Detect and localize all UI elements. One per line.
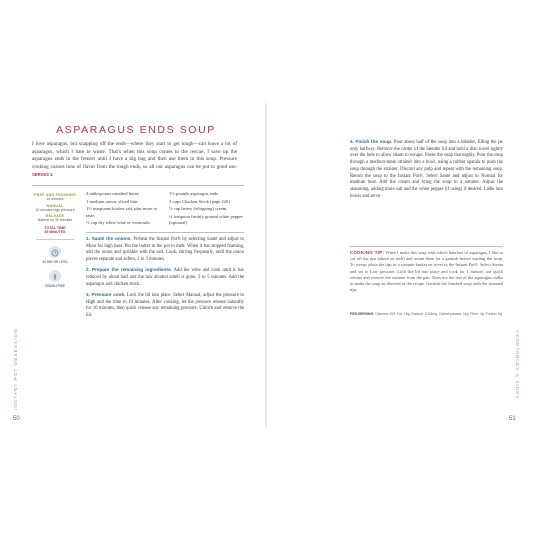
badge-grain-free: GRAIN-FREE bbox=[45, 283, 65, 288]
ingredient-item: ¼ teaspoon freshly ground white pepper (optional) bbox=[169, 214, 243, 226]
ingredient-item: ½ cup heavy (whipping) cream bbox=[169, 206, 227, 212]
recipe-intro bbox=[32, 141, 237, 180]
ingredient-item: ½ cup dry white wine or vermouth bbox=[86, 220, 150, 226]
step-text: Pour about half of the soup into a blender, filling the jar only halfway. Remove the center of the blender lid and hold a dish towel tightly over the hole to allow steam to escape. Purée the soup thoroughly. Pour the soup through a medium-mesh strainer into a bowl, using a rubber spatula to push the soup through the strainer. Discard any pulp and repeat with the remaining soup. Return the soup to the Instant Pot®. Select Sauté and adjust to Normal for medium heat. Add the cream and bring the soup to a simmer. Adjust the seasoning, adding more salt and the white pepper (if using) if desired. Ladle into bowls and serve. bbox=[350, 140, 503, 199]
page-number-left: 50 bbox=[13, 416, 20, 422]
step-2 bbox=[86, 267, 244, 288]
sidebar-divider bbox=[36, 239, 74, 240]
ingredients-left-column bbox=[86, 191, 163, 228]
step-1 bbox=[86, 236, 244, 263]
left-running-head: INSTANT POT OBSESSION bbox=[14, 328, 19, 410]
page-number-right: 51 bbox=[509, 416, 516, 422]
manual-label: MANUAL bbox=[46, 203, 64, 208]
ingredients-list bbox=[86, 191, 246, 228]
release-label: RELEASE bbox=[45, 214, 65, 219]
clock-icon bbox=[49, 246, 61, 258]
recipe-title: ASPARAGUS ENDS SOUP bbox=[56, 124, 216, 136]
nutrition-text: Calories: 202; Fat: 15g; Sodium: 1028mg; Carbohydrates: 11g; Fiber: 4g; Protein: 5g bbox=[375, 312, 502, 316]
intro-text: I love asparagus, but snapping off the ends—where they start to get tough—can leave a lot of asparagus, which I hate to waste. That's when this soup comes to the rescue. I save up the asparagus ends in the freezer until I have a big bag and then use them in this soup. Pressure cooking coaxes tons of flavor from the tough ends, so all our asparagus can be put to good use. bbox=[32, 141, 237, 170]
release-value: Natural for 10 minutes bbox=[37, 218, 73, 223]
tip-divider bbox=[350, 246, 503, 247]
ingredients-right-column bbox=[169, 191, 246, 228]
step-number: 4. bbox=[350, 139, 354, 144]
method-steps bbox=[86, 236, 244, 324]
total-time-label: TOTAL TIME bbox=[44, 225, 66, 230]
ingredient-item: 1½ pounds asparagus ends bbox=[169, 191, 218, 196]
step-4 bbox=[350, 139, 503, 200]
step-text: Lock the lid into place. Select Manual; adjust the pressure to High and the time to 10 minutes. After cooking, let the pressure release naturally for 10 minutes, then quick release any remaining pressure. Unlock and remove the lid. bbox=[86, 293, 244, 318]
ingredient-item: 1 medium onion, sliced thin bbox=[86, 198, 138, 204]
ingredient-item: 3 cups Chicken Stock (page 226) bbox=[169, 198, 230, 204]
tip-text: When I make this soup with whole bunches of asparagus, I like to cut off the tips (about an inch) and steam them for a garnish before starting the soup. To steam, place the tips in a steamer basket on trivet in the Instant Pot®. Select Steam and set to Low pressure. Lock the lid into place and cook for 1 minute; use quick release and remove the steamer from the pan. Then use the rest of the asparagus stalks to make the soup as directed in the recipe. Garnish the finished soup with the steamed tips. bbox=[350, 250, 504, 293]
nutrition-label: PER SERVING: bbox=[350, 312, 375, 316]
step-title: Prepare the remaining ingredients. bbox=[91, 267, 172, 273]
intro-divider bbox=[32, 185, 244, 186]
manual-value: 10 minutes high pressure bbox=[35, 207, 75, 212]
tip-label: COOKING TIP: bbox=[350, 250, 385, 255]
step-text: Preheat the Instant Pot® by selecting Sauté and adjust to More for high heat. Put the butter in the pot to melt. When it has stopped foaming, add the onion and sprinkle with the salt. Cook, stirring frequently, until the onion pieces separate and soften, 2 to 3 minutes. bbox=[86, 237, 245, 262]
step-title: Sauté the onions. bbox=[91, 236, 132, 241]
ingredient-item: 1½ teaspoons kosher salt, plus more to taste bbox=[86, 206, 158, 218]
ingredients-divider bbox=[86, 232, 244, 233]
nutrition-info bbox=[350, 312, 503, 316]
step-number: 3. bbox=[86, 292, 90, 298]
cooking-tip bbox=[350, 250, 503, 293]
right-running-head: VEGETABLES & SIDES bbox=[514, 330, 519, 400]
step-title: Finish the soup. bbox=[355, 139, 393, 144]
step-3 bbox=[86, 292, 244, 319]
step-number: 1. bbox=[86, 236, 90, 241]
badge-30-min: 30 MIN OR LESS bbox=[42, 259, 68, 264]
step-title: Pressure cook. bbox=[91, 292, 126, 298]
book-gutter bbox=[265, 103, 267, 428]
ingredient-item: 3 tablespoons unsalted butter bbox=[86, 191, 140, 196]
prep-value: 15 minutes bbox=[46, 197, 64, 201]
step-number: 2. bbox=[86, 267, 90, 273]
recipe-sidebar bbox=[32, 191, 78, 294]
grain-free-icon bbox=[49, 270, 61, 282]
total-time-value: 35 MINUTES bbox=[44, 229, 66, 234]
serves-label: SERVES 4 bbox=[32, 172, 53, 178]
step-text: Add the wine and cook until it has reduced by about half and the raw alcohol smell is gone, 3 to 5 minutes. Add the asparagus and chicken stock. bbox=[86, 268, 244, 287]
prep-label: PREP AND FINISHING bbox=[34, 193, 76, 197]
